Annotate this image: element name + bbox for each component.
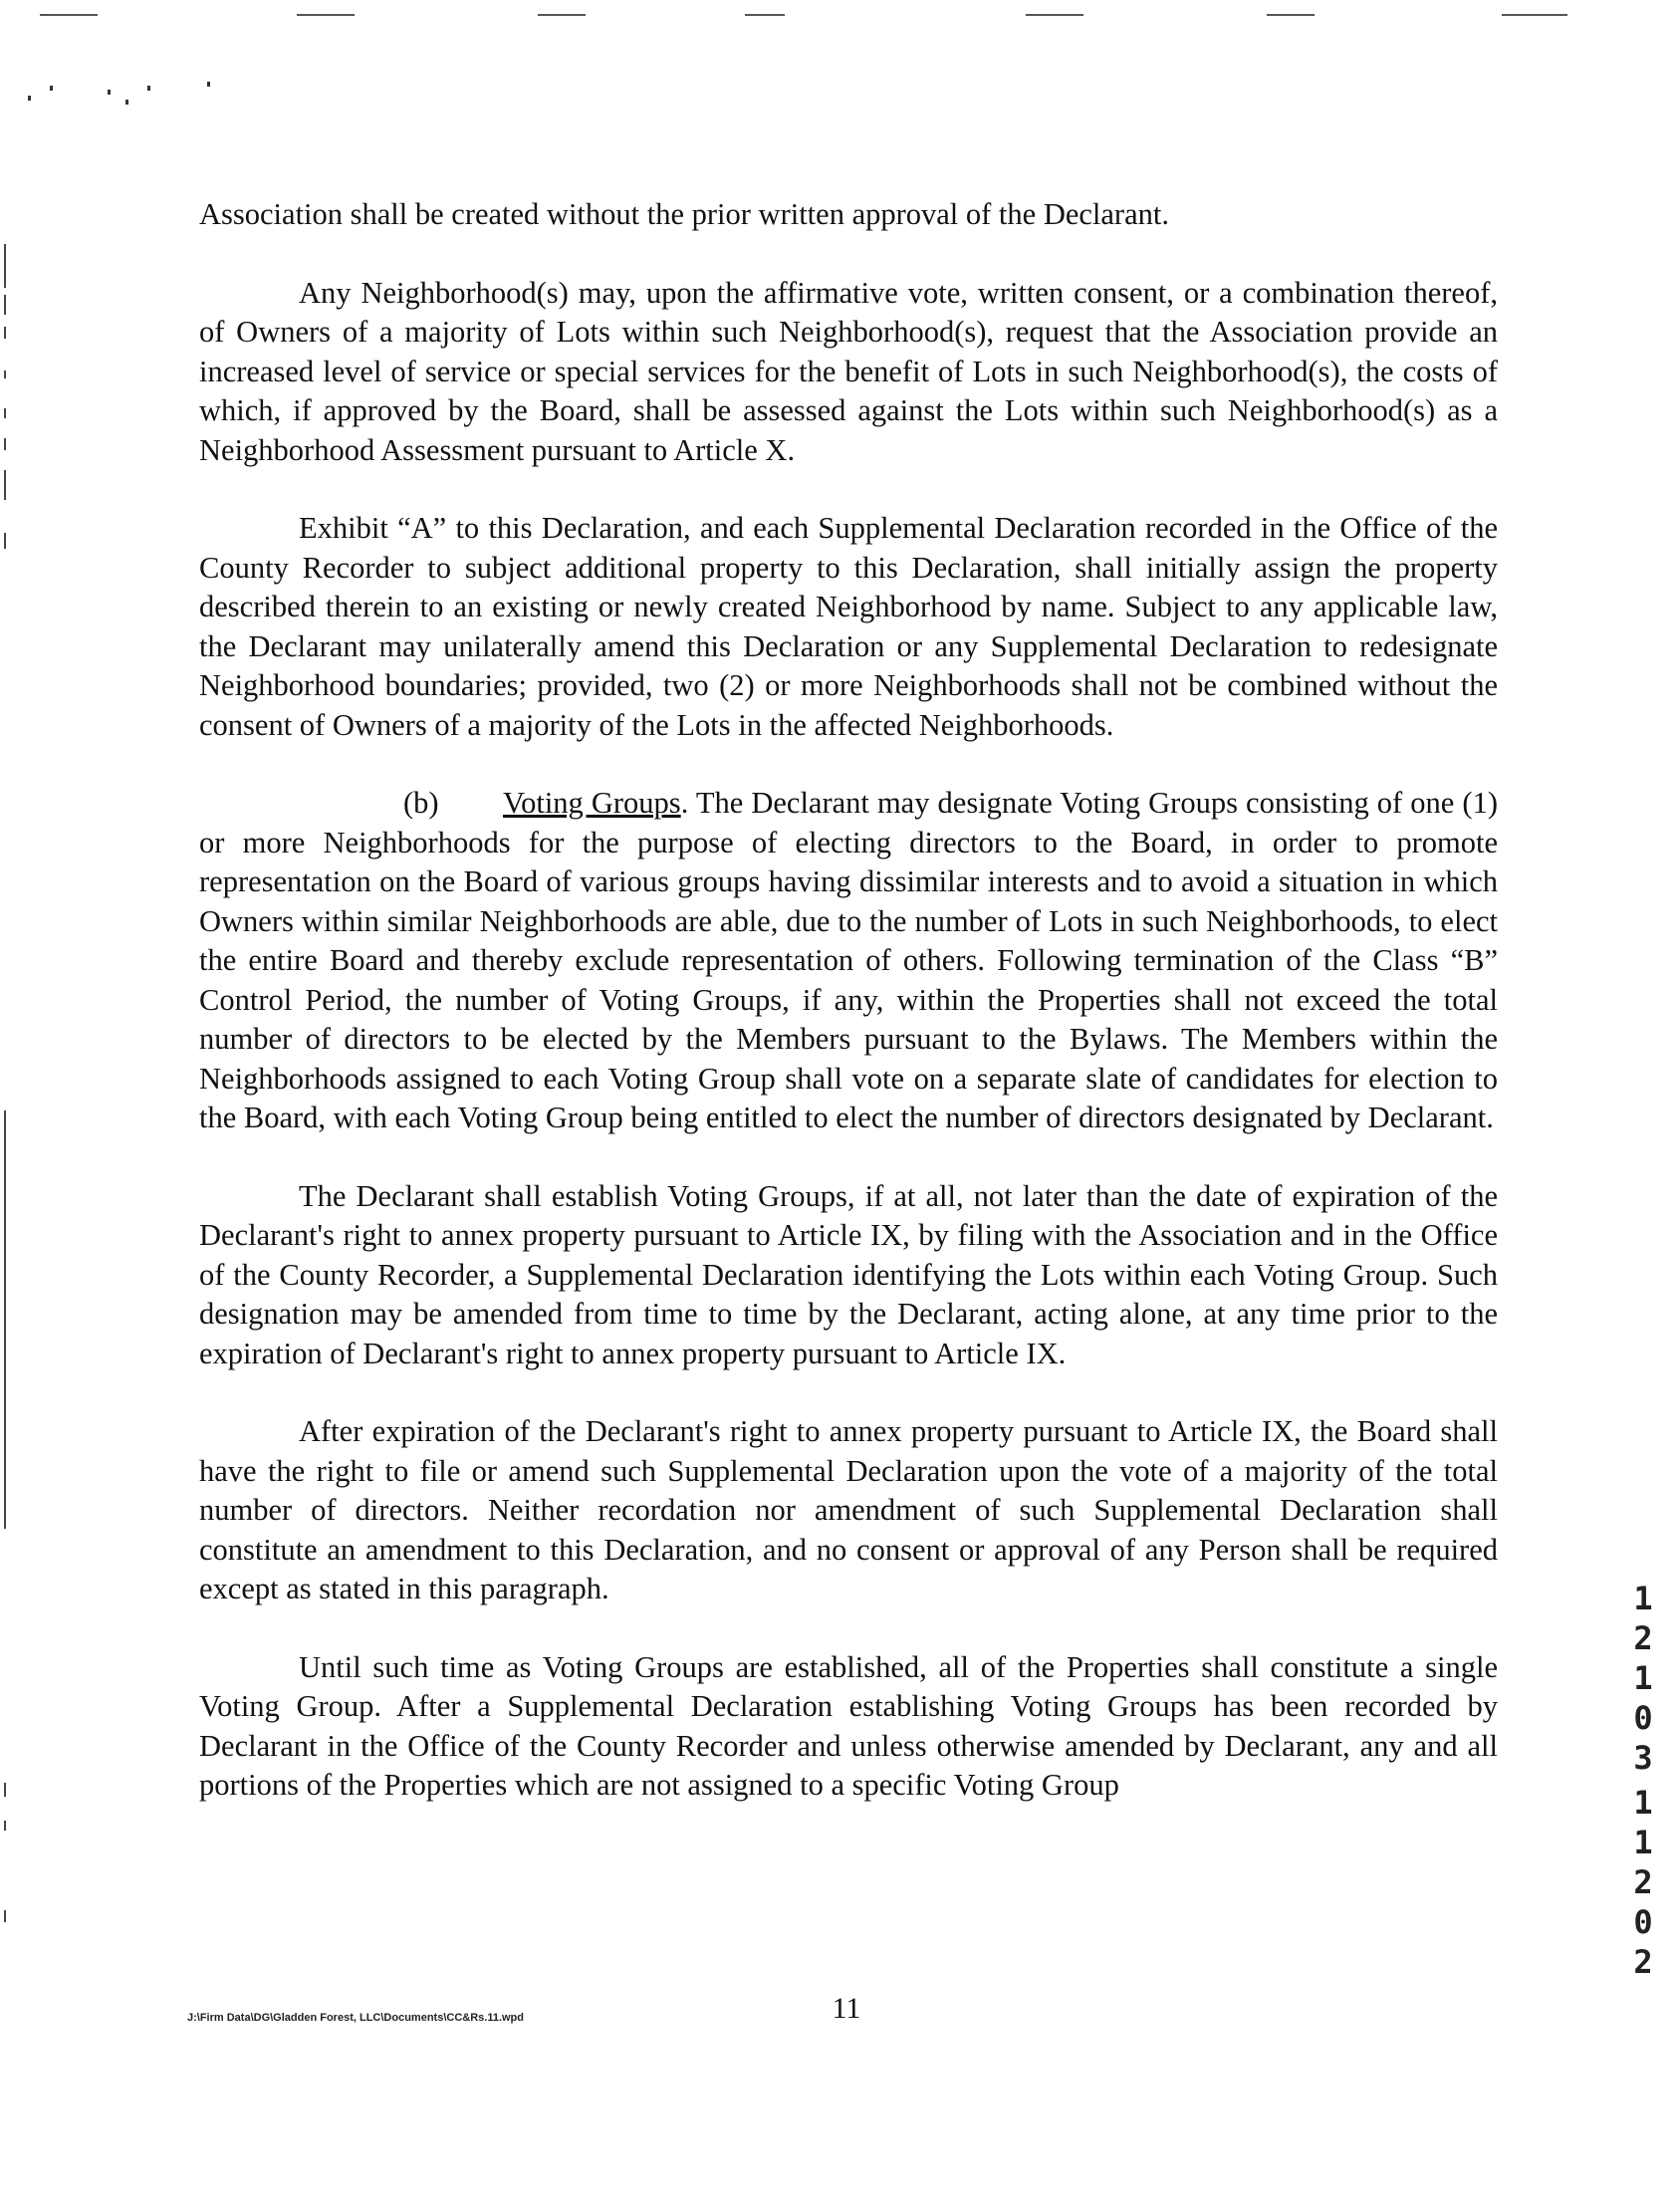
scan-artifact-edge (4, 1110, 6, 1529)
scan-artifact-edge (4, 1910, 6, 1922)
section-marker: (b) (403, 786, 439, 820)
scan-artifact-edge (4, 295, 6, 315)
scan-artifact-speck (50, 86, 53, 91)
paragraph-neighborhood-services: Any Neighborhood(s) may, upon the affirmative vote, written consent, or a combination thereof, of Owners of a majority of Lots within such Neighborhood(s), request that the Association provide an increased level of service or special services for the benefit of Lots in such Neighborhood(s), the costs of which, if approved by the Board, shall be assessed against the Lots within such Neighborhood(s) as a Neighborhood Assessment pursuant to Article X. (199, 275, 1498, 467)
file-path-footer: J:\Firm Data\DG\Gladden Forest, LLC\Documents\CC&Rs.11.wpd (187, 2012, 524, 2024)
scan-artifact-speck (147, 86, 150, 91)
paragraph-exhibit-a: Exhibit “A” to this Declaration, and each Supplemental Declaration recorded in the Office of the County Recorder to subject additional property to this Declaration, shall initially assign the property described therein to an existing or newly created Neighborhood by name. Subject to any applicable law, the Declarant may unilaterally amend this Declaration or any Supplemental Declaration to redesignate Neighborhood boundaries; provided, two (2) or more Neighborhoods shall not be combined without the consent of Owners of a majority of the Lots in the affected Neighborhoods. (199, 511, 1498, 742)
paragraph-establish-voting-groups: The Declarant shall establish Voting Groups, if at all, not later than the date of expiration of the Declarant's right to annex property pursuant to Article IX, by filing with the Association and in the Office of the County Recorder, a Supplemental Declaration identifying the Lots within each Voting Group. Such designation may be amended from time to time by the Declarant, acting alone, at any time prior to the expiration of Declarant's right to annex property pursuant to Article IX. (199, 1178, 1498, 1370)
stamp-digit: 0 (1633, 1903, 1653, 1941)
scan-artifact-speck (207, 82, 210, 87)
stamp-digit: 1 (1633, 1659, 1653, 1697)
paragraph-single-voting-group: Until such time as Voting Groups are established, all of the Properties shall constitute a single Voting Group. After a Supplemental Declaration establishing Voting Groups has been recorded by Declarant in the Office of the County Recorder and unless otherwise amended by Declarant, any and all portions of the Properties which are not assigned to a specific Voting Group (199, 1649, 1498, 1802)
stamp-digit: 1 (1633, 1580, 1653, 1617)
scan-artifact-dash (538, 14, 586, 16)
stamp-digit: 2 (1633, 1619, 1653, 1657)
scan-artifact-edge (4, 1821, 6, 1831)
recorder-stamp-group-2 (1628, 1783, 1658, 1982)
document-body (199, 195, 1498, 1844)
scan-artifact-dash (40, 14, 98, 16)
scan-artifact-edge (4, 408, 6, 418)
scan-artifact-edge (4, 533, 6, 549)
scan-artifact-edge (4, 244, 6, 288)
scan-artifact-edge (4, 327, 6, 339)
paragraph-section-b-voting-groups (199, 784, 1498, 1138)
section-caption: Voting Groups (503, 786, 681, 820)
scan-artifact-edge (4, 1783, 6, 1797)
section-b-text: . The Declarant may designate Voting Groups consisting of one (1) or more Neighborhoods for the purpose of electing directors to the Board, in order to promote representation on the Board of various groups having dissimilar interests and to avoid a situation in which Owners within similar Neighborhoods are able, due to the number of Lots in such Neighborhoods, to elect the entire Board and thereby exclude representation of others. Following termination of the Class “B” Control Period, the number of Voting Groups, if any, within the Properties shall not exceed the total number of directors to be elected by the Members pursuant to the Bylaws. The Members within the Neighborhoods assigned to each Voting Group shall vote on a separate slate of candidates for election to the Board, with each Voting Group being entitled to elect the number of directors designated by Declarant. (199, 786, 1498, 1134)
stamp-digit: 0 (1633, 1699, 1653, 1737)
stamp-digit: 3 (1633, 1739, 1653, 1777)
stamp-digit: 2 (1633, 1943, 1653, 1981)
scan-artifact-edge (4, 470, 6, 500)
scan-artifact-dash (1026, 14, 1083, 16)
scan-artifact-speck (108, 90, 111, 95)
scan-artifact-speck (125, 100, 128, 105)
paragraph-association-approval: Association shall be created without the prior written approval of the Declarant. (199, 197, 1169, 231)
scan-artifact-speck (28, 96, 31, 101)
scan-artifact-dash (745, 14, 785, 16)
scan-artifact-edge (4, 438, 6, 450)
paragraph-board-right-to-file: After expiration of the Declarant's right to annex property pursuant to Article IX, the Board shall have the right to file or amend such Supplemental Declaration upon the vote of a majority of the total number of directors. Neither recordation nor amendment of such Supplemental Declaration shall constitute an amendment to this Declaration, and no consent or approval of any Person shall be required except as stated in this paragraph. (199, 1414, 1498, 1605)
scan-artifact-edge (4, 370, 6, 378)
page-number: 11 (832, 1992, 861, 2025)
stamp-digit: 2 (1633, 1863, 1653, 1901)
scan-artifact-dash (1502, 14, 1567, 16)
scan-artifact-dash (1267, 14, 1315, 16)
stamp-digit: 1 (1633, 1824, 1653, 1861)
recorder-stamp-group-1 (1628, 1579, 1658, 1778)
scan-artifact-dash (297, 14, 355, 16)
stamp-digit: 1 (1633, 1784, 1653, 1822)
